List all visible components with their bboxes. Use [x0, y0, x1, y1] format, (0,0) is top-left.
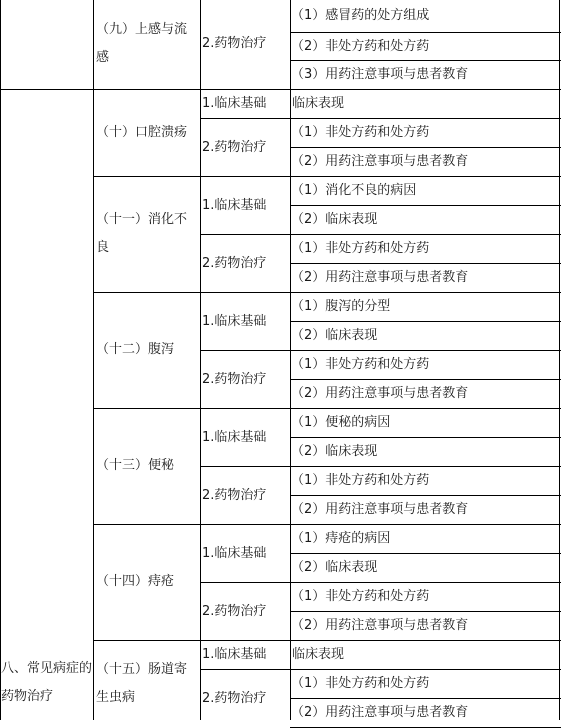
detail-item — [291, 524, 559, 553]
detail-item-text: （2）用药注意事项与患者教育 — [291, 705, 469, 720]
detail-item — [291, 553, 559, 582]
subsection-label — [201, 89, 290, 118]
topic-label — [94, 89, 199, 176]
subsection-label-text: 1.临床基础 — [202, 647, 267, 662]
topic-label-text: （十四）痔疮 — [96, 574, 175, 589]
subsection-label — [201, 408, 290, 466]
subsection-label — [201, 350, 290, 408]
detail-item-text: （1）非处方药和处方药 — [291, 357, 430, 372]
detail-item — [291, 60, 559, 89]
topic-label-text: （十五）肠道寄生虫病 — [96, 661, 188, 705]
grid-line — [0, 0, 1, 720]
subsection-label — [201, 118, 290, 176]
detail-item-text: （2）用药注意事项与患者教育 — [291, 502, 469, 517]
subsection-label — [201, 582, 290, 640]
detail-item — [291, 379, 559, 408]
topic-label-text: （十二）腹泻 — [96, 342, 175, 357]
subsection-label — [201, 292, 290, 350]
chapter-label — [1, 655, 92, 715]
subsection-label-text: 2.药物治疗 — [202, 487, 267, 503]
detail-item — [291, 292, 559, 321]
detail-item — [291, 495, 559, 524]
grid-line — [200, 0, 201, 720]
detail-item-text: 临床表现 — [292, 647, 345, 662]
detail-item-text: （1）腹泻的分型 — [291, 299, 391, 314]
subsection-label — [201, 669, 290, 727]
subsection-label-text: 2.药物治疗 — [202, 139, 267, 155]
subsection-label-text: 1.临床基础 — [202, 429, 267, 445]
subsection-label-text: 1.临床基础 — [202, 313, 267, 329]
topic-label — [94, 292, 199, 408]
detail-item — [291, 611, 559, 640]
detail-item — [291, 582, 559, 611]
detail-item — [291, 698, 559, 727]
subsection-label — [201, 640, 290, 669]
detail-item — [291, 350, 559, 379]
topic-label — [94, 408, 199, 524]
grid-line — [559, 0, 560, 720]
detail-item — [291, 234, 559, 263]
grid-line — [0, 89, 93, 90]
subsection-label-text: 2.药物治疗 — [202, 371, 267, 387]
grid-line — [93, 0, 94, 720]
topic-label — [94, 640, 199, 727]
detail-item-text: （1）痔疮的病因 — [291, 531, 391, 546]
topic-label-text: （十一）消化不良 — [96, 212, 188, 255]
detail-item-text: （1）非处方药和处方药 — [291, 125, 430, 140]
detail-item-text: （1）非处方药和处方药 — [291, 589, 430, 604]
detail-item-text: （2）临床表现 — [291, 328, 378, 343]
detail-item-text: （1）非处方药和处方药 — [291, 241, 430, 256]
detail-item — [291, 147, 559, 176]
detail-item — [291, 32, 559, 60]
subsection-label-text: 2.药物治疗 — [202, 36, 267, 51]
detail-item-text: （2）用药注意事项与患者教育 — [291, 270, 469, 285]
detail-item-text: （1）便秘的病因 — [291, 415, 391, 430]
detail-item-text: （2）临床表现 — [291, 444, 378, 459]
detail-item — [291, 321, 559, 350]
chapter-label-text: 八、常见病症的药物治疗 — [1, 661, 92, 704]
detail-item-text: （2）用药注意事项与患者教育 — [291, 618, 469, 633]
detail-item — [291, 466, 559, 495]
detail-item-text: （2）用药注意事项与患者教育 — [291, 154, 469, 169]
detail-item — [291, 118, 559, 147]
detail-item — [291, 408, 559, 437]
topic-label-text: （十）口腔溃疡 — [96, 124, 188, 140]
detail-item-text: （1）消化不良的病因 — [291, 183, 417, 198]
subsection-label — [201, 176, 290, 234]
subsection-label — [201, 524, 290, 582]
topic-label-text: （九）上感与流感 — [96, 21, 188, 65]
detail-item — [291, 640, 559, 669]
detail-item-text: （3）用药注意事项与患者教育 — [291, 67, 469, 82]
subsection-label-text: 2.药物治疗 — [202, 690, 267, 706]
subsection-label — [201, 0, 290, 89]
subsection-label-text: 1.临床基础 — [202, 545, 267, 561]
subsection-label-text: 1.临床基础 — [202, 197, 267, 213]
topic-label — [94, 524, 199, 640]
detail-item — [291, 0, 559, 32]
detail-item — [291, 263, 559, 292]
detail-item-text: （2）临床表现 — [291, 560, 378, 575]
detail-item-text: （1）非处方药和处方药 — [291, 473, 430, 488]
subsection-label — [201, 466, 290, 524]
detail-item — [291, 669, 559, 698]
detail-item-text: （2）用药注意事项与患者教育 — [291, 386, 469, 401]
detail-item — [291, 437, 559, 466]
detail-item-text: （2）非处方药和处方药 — [291, 38, 430, 54]
topic-label — [94, 0, 199, 89]
subsection-label-text: 1.临床基础 — [202, 96, 267, 111]
detail-item — [291, 205, 559, 234]
topic-label-text: （十三）便秘 — [96, 458, 175, 473]
topic-label — [94, 176, 199, 292]
detail-item-text: （2）临床表现 — [291, 212, 378, 227]
detail-item-text: （1）感冒药的处方组成 — [291, 7, 430, 23]
detail-item-text: 临床表现 — [292, 96, 345, 111]
subsection-label-text: 2.药物治疗 — [202, 255, 267, 271]
detail-item — [291, 89, 559, 118]
subsection-label-text: 2.药物治疗 — [202, 603, 267, 619]
subsection-label — [201, 234, 290, 292]
detail-item-text: （1）非处方药和处方药 — [291, 676, 430, 691]
detail-item — [291, 176, 559, 205]
grid-line — [290, 0, 291, 720]
